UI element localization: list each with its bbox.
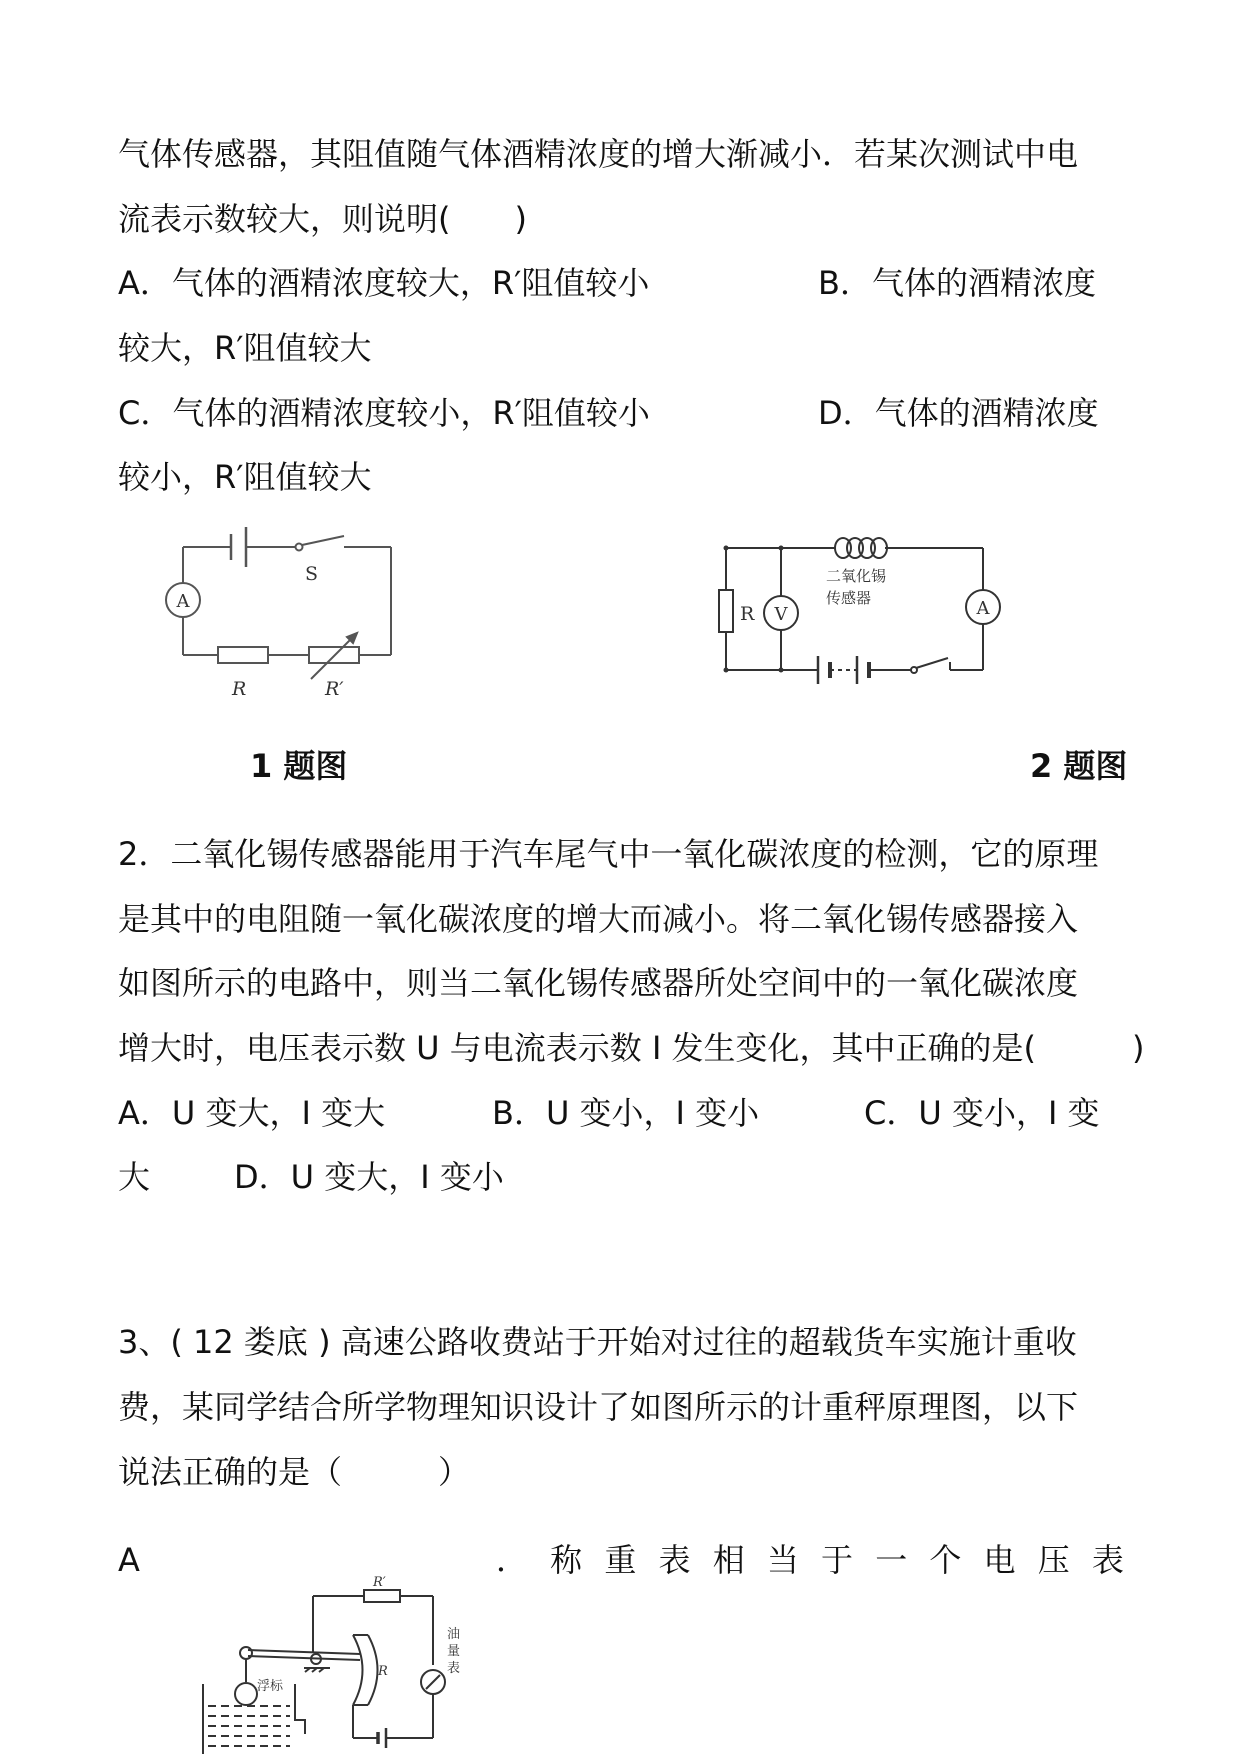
q3-option-a-letter: A: [118, 1541, 140, 1579]
fig1-switch-label: S: [305, 563, 319, 585]
q2-text-line-4: 增大时，电压表示数 U 与电流表示数 I 发生变化，其中正确的是( ): [118, 1029, 1145, 1067]
q2-option-a: A．U 变大，I 变大: [118, 1094, 386, 1132]
q1-option-d-cont: 较小，R′阻值较大: [118, 458, 372, 496]
q3-option-a-char: ．: [496, 1541, 529, 1579]
q2-text-line-1: 2．二氧化锡传感器能用于汽车尾气中一氧化碳浓度的检测，它的原理: [118, 835, 1099, 873]
fig2-resistor-label: R: [740, 603, 755, 625]
q3-text-line-2: 费，某同学结合所学物理知识设计了如图所示的计重秤原理图，以下: [118, 1388, 1079, 1426]
q3-option-a-char: 称: [550, 1541, 583, 1579]
fig2-sensor-label-1: 二氧化锡: [826, 567, 887, 585]
fig3-meter-char: 量: [447, 1644, 461, 1659]
q3-option-a-char: 于: [821, 1541, 854, 1579]
figure-2-caption: 2 题图: [1030, 747, 1128, 785]
q1-option-a: A．气体的酒精浓度较大，R′阻值较小: [118, 264, 650, 302]
q3-text-line-3: 说法正确的是（ ）: [118, 1453, 471, 1491]
fig3-rprime-label: R′: [373, 1575, 386, 1590]
fig3-float-label: 浮标: [257, 1679, 284, 1694]
q2-option-c-cont: 大: [118, 1158, 151, 1196]
q3-option-a-char: 一: [875, 1541, 908, 1579]
q1-text-line-1: 气体传感器，其阻值随气体酒精浓度的增大渐减小．若某次测试中电: [118, 135, 1079, 173]
q3-option-a-char: 重: [604, 1541, 637, 1579]
q3-text-line-1: 3、( 12 娄底 ) 高速公路收费站于开始对过往的超载货车实施计重收: [118, 1323, 1077, 1361]
q3-option-a-char: 当: [766, 1541, 799, 1579]
q1-option-b-cont: 较大，R′阻值较大: [118, 329, 372, 367]
q3-option-a-char: 表: [658, 1541, 691, 1579]
fig2-ammeter-label: A: [976, 598, 990, 619]
q1-option-c: C．气体的酒精浓度较小，R′阻值较小: [118, 394, 650, 432]
fig3-meter-char: 油: [447, 1627, 461, 1642]
fig1-rheostat-label: R′: [325, 678, 344, 700]
q3-option-a-char: 个: [929, 1541, 962, 1579]
q1-option-b: B．气体的酒精浓度: [818, 264, 1096, 302]
figure-1-caption: 1 题图: [250, 747, 348, 785]
fig2-voltmeter-label: V: [774, 604, 788, 625]
q3-option-a-char: 相: [712, 1541, 745, 1579]
fig1-resistor-label: R: [232, 678, 247, 700]
q3-option-a-char: 压: [1037, 1541, 1070, 1579]
fig3-r-label: R: [378, 1664, 388, 1679]
q3-option-a-char: 电: [983, 1541, 1016, 1579]
q2-option-c: C．U 变小，I 变: [864, 1094, 1100, 1132]
fig2-sensor-label-2: 传感器: [826, 589, 872, 607]
fig3-meter-char: 表: [447, 1661, 461, 1676]
q3-option-a-char: 表: [1091, 1541, 1124, 1579]
fig1-ammeter-label: A: [176, 591, 190, 612]
q2-option-d: D．U 变大，I 变小: [234, 1158, 504, 1196]
q2-text-line-2: 是其中的电阻随一氧化碳浓度的增大而减小。将二氧化锡传感器接入: [118, 900, 1079, 938]
q1-option-d: D．气体的酒精浓度: [818, 394, 1099, 432]
q2-text-line-3: 如图所示的电路中，则当二氧化锡传感器所处空间中的一氧化碳浓度: [118, 964, 1079, 1002]
q1-text-line-2: 流表示数较大，则说明( ): [118, 200, 527, 238]
q2-option-b: B．U 变小，I 变小: [492, 1094, 760, 1132]
